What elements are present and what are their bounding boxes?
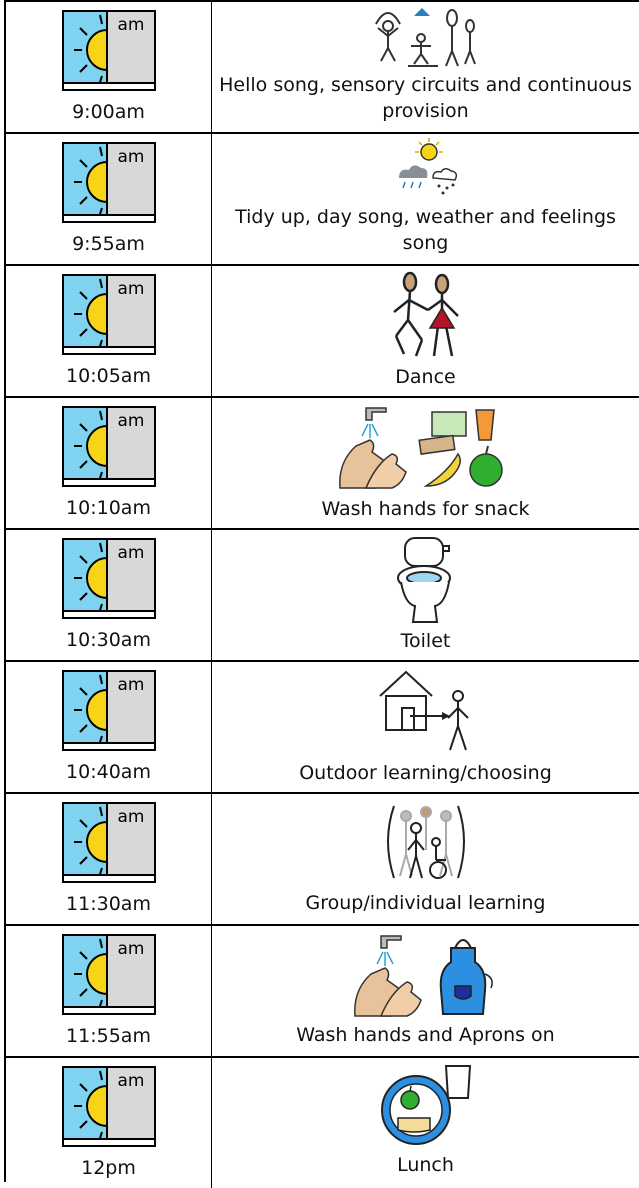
am-label: am <box>117 1071 145 1091</box>
activity-label: Wash hands and Aprons on <box>296 1024 555 1046</box>
time-label: 10:40am <box>66 761 151 783</box>
morning-sun-icon <box>62 406 156 488</box>
outdoor-icon <box>376 666 476 756</box>
morning-sun-icon <box>62 934 156 1016</box>
activity-cell <box>212 2 639 132</box>
sensory-circuits-icon <box>366 6 486 70</box>
schedule-row <box>6 134 639 266</box>
schedule-row <box>6 794 639 926</box>
am-label: am <box>117 543 145 563</box>
dance-icon <box>386 270 466 360</box>
time-cell <box>6 266 211 396</box>
time-label: 9:00am <box>72 101 145 123</box>
activity-label: Group/individual learning <box>305 892 546 914</box>
morning-sun-icon <box>62 670 156 752</box>
am-label: am <box>117 15 145 35</box>
am-label: am <box>117 147 145 167</box>
am-label: am <box>117 675 145 695</box>
morning-sun-icon <box>62 538 156 620</box>
activity-cell <box>212 1058 639 1188</box>
activity-cell <box>212 134 639 264</box>
wash-hands-snack-icon <box>336 402 516 492</box>
morning-sun-icon <box>62 274 156 356</box>
activity-label: Lunch <box>397 1154 454 1176</box>
time-label: 10:30am <box>66 629 151 651</box>
time-cell <box>6 662 211 792</box>
activity-cell <box>212 398 639 528</box>
am-label: am <box>117 939 145 959</box>
time-label: 11:55am <box>66 1025 151 1047</box>
time-cell <box>6 1058 211 1188</box>
wash-hands-apron-icon <box>351 930 501 1020</box>
time-cell <box>6 134 211 264</box>
activity-cell <box>212 926 639 1056</box>
time-label: 10:05am <box>66 365 151 387</box>
activity-label: Outdoor learning/choosing <box>299 762 552 784</box>
time-label: 12pm <box>81 1157 136 1179</box>
time-cell <box>6 398 211 528</box>
group-learning-icon <box>380 798 472 884</box>
schedule-row <box>6 1058 639 1188</box>
time-cell <box>6 794 211 924</box>
schedule-row <box>6 2 639 134</box>
activity-label: Wash hands for snack <box>321 498 530 520</box>
toilet-icon <box>391 534 461 626</box>
lunch-icon <box>376 1062 476 1148</box>
activity-cell <box>212 530 639 660</box>
am-label: am <box>117 807 145 827</box>
schedule-table <box>4 0 639 1182</box>
weather-icon <box>391 138 461 198</box>
activity-label: Dance <box>395 366 456 388</box>
schedule-row <box>6 926 639 1058</box>
time-cell <box>6 530 211 660</box>
morning-sun-icon <box>62 10 156 92</box>
activity-label: Hello song, sensory circuits and continuous provision <box>219 74 632 122</box>
schedule-row <box>6 398 639 530</box>
morning-sun-icon <box>62 1066 156 1148</box>
activity-cell <box>212 794 639 924</box>
schedule-row <box>6 266 639 398</box>
activity-label: Toilet <box>400 630 451 652</box>
activity-cell <box>212 662 639 792</box>
activity-label: Tidy up, day song, weather and feelings song <box>235 206 616 254</box>
schedule-row <box>6 530 639 662</box>
am-label: am <box>117 411 145 431</box>
time-cell <box>6 926 211 1056</box>
morning-sun-icon <box>62 802 156 884</box>
activity-cell <box>212 266 639 396</box>
time-label: 11:30am <box>66 893 151 915</box>
schedule-row <box>6 662 639 794</box>
morning-sun-icon <box>62 142 156 224</box>
time-label: 9:55am <box>72 233 145 255</box>
am-label: am <box>117 279 145 299</box>
time-label: 10:10am <box>66 497 151 519</box>
time-cell <box>6 2 211 132</box>
